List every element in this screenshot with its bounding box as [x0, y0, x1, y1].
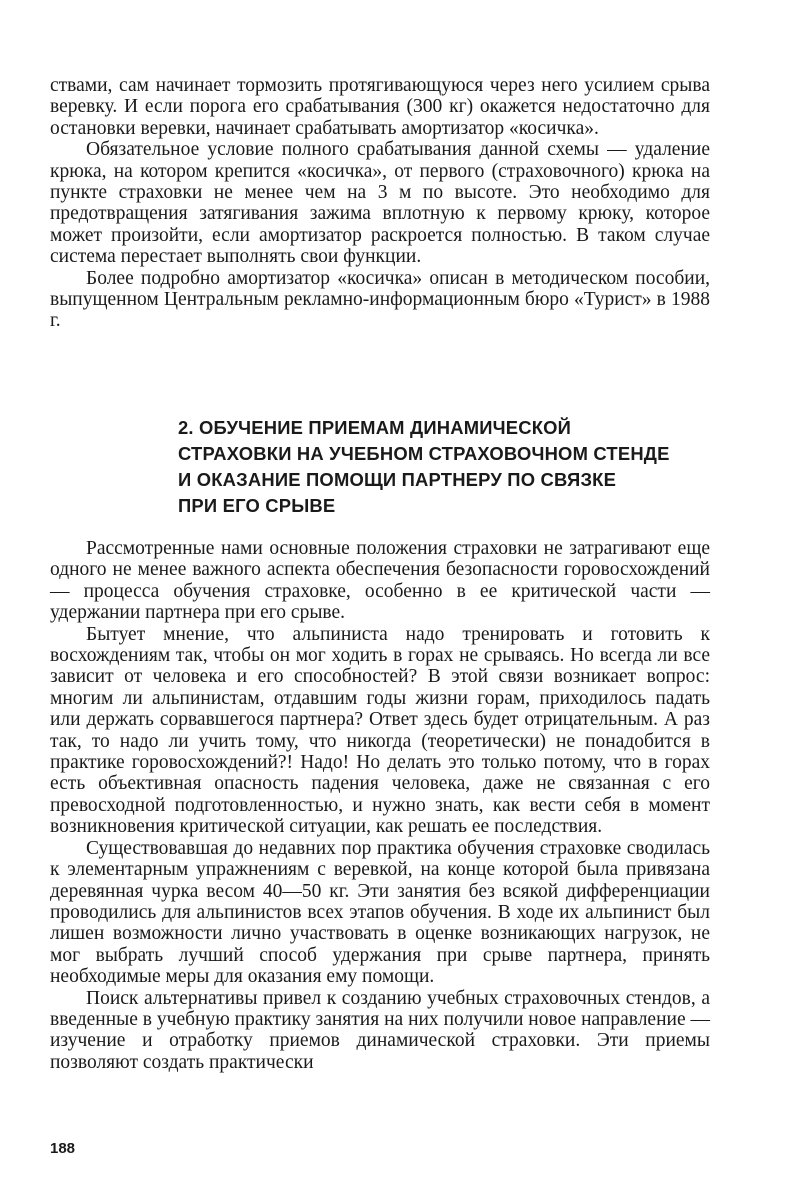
section-heading	[178, 415, 718, 519]
paragraph: Поиск альтернативы привел к созданию учебных страховочных стендов, а введенные в учебную практику занятия на них получили новое направление — изучение и отработку приемов динамической страховки. Эти приемы позволяют создать практически	[50, 987, 710, 1073]
heading-line: ПРИ ЕГО СРЫВЕ	[178, 495, 336, 516]
paragraph: Бытует мнение, что альпиниста надо тренировать и готовить к восхождениям так, чтобы он мог ходить в горах не срываясь. Но всегда ли все зависит от человека и его способностей? В этой связи возникает вопрос: многим ли альпинистам, отдавшим годы жизни горам, приходилось падать или держать сорвавшегося партнера? Ответ здесь будет отрицательным. А раз так, то надо ли учить тому, что никогда (теоретически) не понадобится в практике горовосхождений?! Надо! Но делать это только потому, что в горах есть объективная опасность падения человека, даже не связанная с его превосходной подготовленностью, и нужно знать, как вести себя в момент возникновения критической ситуации, как решать ее последствия.	[50, 623, 710, 838]
paragraph: Рассмотренные нами основные положения страховки не затрагивают еще одного не менее важного аспекта обеспечения безопасности горовосхождений — процесса обучения страховке, особенно в ее критической части — удержании партнера при его срыве.	[50, 538, 710, 624]
heading-line: 2. ОБУЧЕНИЕ ПРИЕМАМ ДИНАМИЧЕСКОЙ	[178, 417, 572, 438]
paragraph-continued: ствами, сам начинает тормозить протягивающуюся через него усилием срыва веревку. И если порога его срабатывания (300 кг) окажется недостаточно для остановки веревки, начинает срабатывать амортизатор «косичка».	[50, 75, 710, 139]
paragraph: Обязательное условие полного срабатывания данной схемы — удаление крюка, на котором крепится «косичка», от первого (страховочного) крюка на пункте страховки не менее чем на 3 м по высоте. Это необходимо для предотвращения затягивания зажима вплотную к первому крюку, которое может произойти, если амортизатор раскроется полностью. В таком случае система перестает выполнять свои функции.	[50, 139, 710, 268]
paragraph: Более подробно амортизатор «косичка» описан в методическом пособии, выпущенном Центральным рекламно-информационным бюро «Турист» в 1988 г.	[50, 267, 710, 332]
heading-line: СТРАХОВКИ НА УЧЕБНОМ СТРАХОВОЧНОМ СТЕНДЕ	[178, 443, 670, 464]
section-text-block	[50, 538, 710, 1073]
heading-line: И ОКАЗАНИЕ ПОМОЩИ ПАРТНЕРУ ПО СВЯЗКЕ	[178, 469, 617, 490]
continued-text-block	[50, 75, 710, 332]
page-number: 188	[50, 1140, 76, 1157]
paragraph: Существовавшая до недавних пор практика обучения страховке сводилась к элементарным упражнениям с веревкой, на конце которой была привязана деревянная чурка весом 40—50 кг. Эти занятия без всякой дифференциации проводились для альпинистов всех этапов обучения. В ходе их альпинист был лишен возможности лично участвовать в оценке возникающих нагрузок, не мог выбрать лучший способ удержания при срыве партнера, принять необходимые меры для оказания ему помощи.	[50, 837, 710, 988]
